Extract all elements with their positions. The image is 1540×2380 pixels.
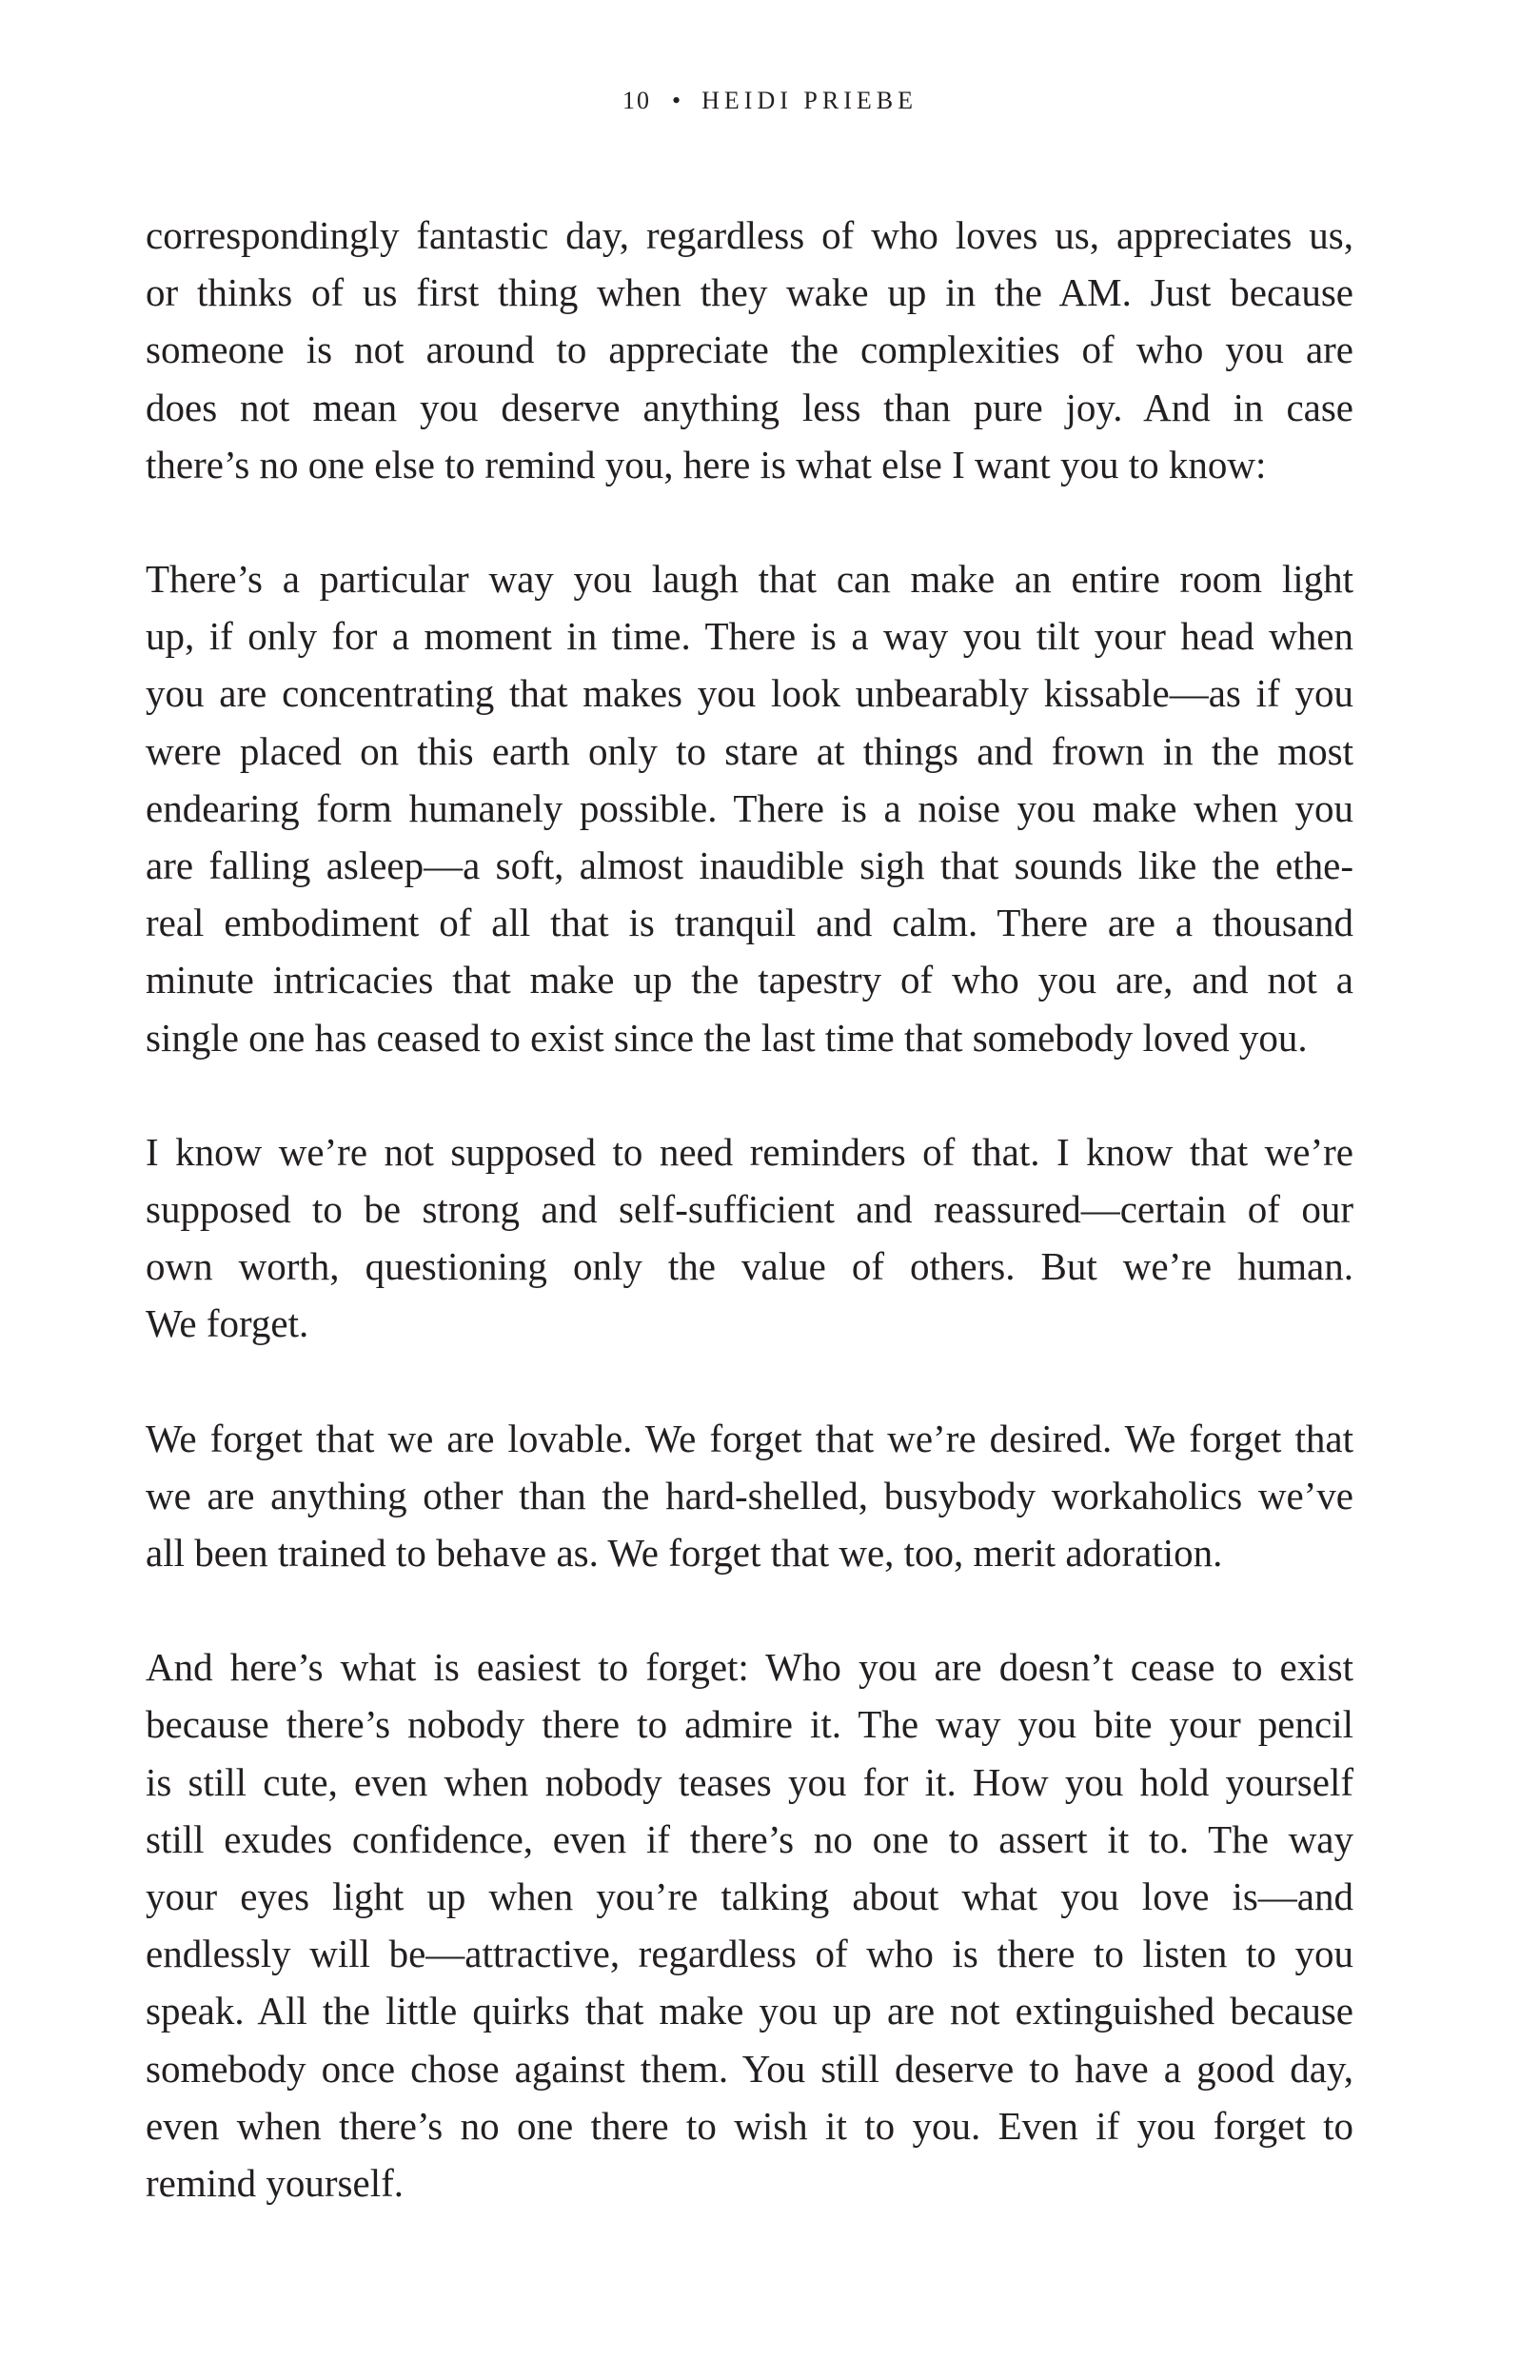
text-line: all been trained to behave as. We forget that we, too, merit adoration.	[146, 1531, 1223, 1576]
text-line: someone is not around to appreciate the complexities of who you are	[146, 327, 1353, 372]
text-line: because there’s nobody there to admire it. The way you bite your pencil	[146, 1702, 1353, 1747]
paragraph	[146, 207, 1353, 493]
paragraph	[146, 1410, 1353, 1582]
text-line: We forget that we are lovable. We forget that we’re desired. We forget that	[146, 1416, 1353, 1460]
text-line: your eyes light up when you’re talking about what you love is—and	[146, 1874, 1353, 1919]
text-line: still exudes confidence, even if there’s no one to assert it to. The way	[146, 1816, 1353, 1861]
text-line: we are anything other than the hard-shelled, busybody workaholics we’ve	[146, 1473, 1353, 1517]
text-line: endearing form humanely possible. There is a noise you make when you	[146, 785, 1353, 830]
author-name: HEIDI PRIEBE	[701, 87, 918, 114]
text-line: or thinks of us first thing when they wake up in the AM. Just because	[146, 270, 1353, 315]
text-line: up, if only for a moment in time. There is a way you tilt your head when	[146, 614, 1353, 659]
text-line: are falling asleep—a soft, almost inaudible sigh that sounds like the ethe-	[146, 843, 1353, 888]
text-line: were placed on this earth only to stare at things and frown in the most	[146, 728, 1353, 773]
text-line: endlessly will be—attractive, regardless of who is there to listen to you	[146, 1932, 1353, 1976]
text-line: is still cute, even when nobody teases you for it. How you hold yourself	[146, 1759, 1353, 1804]
text-line: you are concentrating that makes you look unbearably kissable—as if you	[146, 671, 1353, 716]
text-line: real embodiment of all that is tranquil and calm. There are a thousand	[146, 901, 1353, 945]
header-separator: •	[672, 87, 681, 114]
paragraph	[146, 1638, 1353, 2211]
text-line: We forget.	[146, 1301, 309, 1346]
paragraph	[146, 1123, 1353, 1353]
text-line: supposed to be strong and self-sufficient and reassured—certain of our	[146, 1187, 1353, 1232]
running-head	[0, 82, 1540, 120]
text-line: remind yourself.	[146, 2161, 404, 2206]
page-number: 10	[622, 87, 652, 114]
text-line: minute intricacies that make up the tapestry of who you are, and not a	[146, 958, 1353, 1002]
text-line: correspondingly fantastic day, regardless of who loves us, appreciates us,	[146, 213, 1353, 257]
text-line: And here’s what is easiest to forget: Who you are doesn’t cease to exist	[146, 1645, 1353, 1690]
paragraph	[146, 550, 1353, 1066]
body-text	[146, 207, 1353, 2211]
text-line: even when there’s no one there to wish it to you. Even if you forget to	[146, 2103, 1353, 2148]
text-line: there’s no one else to remind you, here is what else I want you to know:	[146, 442, 1267, 486]
text-line: somebody once chose against them. You still deserve to have a good day,	[146, 2046, 1353, 2091]
text-line: I know we’re not supposed to need reminders of that. I know that we’re	[146, 1129, 1353, 1174]
text-line: does not mean you deserve anything less than pure joy. And in case	[146, 385, 1353, 429]
text-line: There’s a particular way you laugh that can make an entire room light	[146, 557, 1353, 602]
text-line: single one has ceased to exist since the last time that somebody loved you.	[146, 1015, 1308, 1060]
text-line: speak. All the little quirks that make you up are not extinguished because	[146, 1989, 1353, 2033]
text-line: own worth, questioning only the value of others. But we’re human.	[146, 1244, 1353, 1289]
